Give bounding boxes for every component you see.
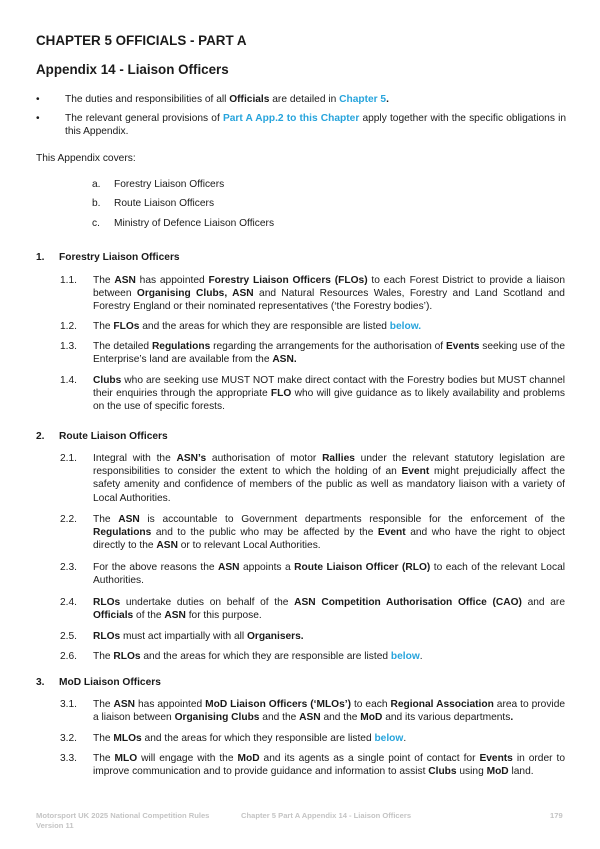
paragraph-text (93, 340, 565, 366)
text-run: Events (445, 341, 480, 352)
text-run: has appointed (135, 275, 209, 286)
text-run: and the areas for which they responsible are listed (141, 733, 375, 744)
text-run: and to the public who may be affected by the (151, 527, 378, 539)
text-run: ASN (156, 540, 178, 552)
paragraph-number: 1.1. (60, 275, 77, 286)
text-run: ASN (164, 610, 186, 622)
paragraph-text (93, 452, 565, 505)
text-run: Integral with the (93, 453, 177, 464)
text-run: in order to improve communication and to provide guidance and information to assist (93, 753, 565, 778)
below-link[interactable]: below. (389, 321, 422, 332)
list-text: Ministry of Defence Liaison Officers (114, 218, 275, 229)
paragraph-text (93, 274, 565, 314)
part-a-app2-link[interactable]: Part A App.2 to this Chapter (222, 113, 360, 124)
text-run: MoD Liaison Officers (‘MLOs’) (205, 699, 351, 710)
text-run: ASN Competition Authorisation Office (CAO) (294, 597, 522, 608)
text-run: . (419, 651, 423, 662)
footer-rules-title (36, 811, 209, 831)
text-run: undertake duties on behalf of the (120, 597, 295, 608)
text-run: ASN (299, 712, 321, 724)
paragraph-text (93, 561, 565, 587)
text-run: The relevant general provisions of (65, 113, 223, 124)
paragraph-number: 2.2. (60, 514, 77, 525)
list-text: Route Liaison Officers (114, 198, 215, 209)
text-run: and its agents as a single point of contact for (259, 753, 480, 764)
text-run: to each (351, 699, 391, 710)
text-run: and are (521, 597, 565, 608)
text-run: Clubs (93, 375, 122, 386)
paragraph-text (93, 732, 565, 745)
text-run: has appointed (135, 699, 206, 710)
paragraph-text (93, 596, 565, 622)
bullet-marker: • (36, 113, 40, 124)
section-number: 3. (36, 677, 45, 688)
text-run: Rallies (322, 453, 355, 464)
text-run: Organising Clubs, ASN (136, 288, 254, 300)
text-run: to each of the relevant Local Authorities. (93, 562, 565, 587)
text-run: ASN. (272, 354, 297, 366)
text-run: must act impartially with all (120, 631, 247, 642)
text-run: are detailed in (269, 94, 340, 105)
text-run: . (386, 94, 389, 105)
text-run: and the (320, 712, 361, 724)
text-run: ASN (118, 514, 140, 525)
paragraph-text (93, 513, 565, 553)
text-run: MoD (486, 766, 509, 778)
text-run: Organisers. (246, 631, 304, 642)
text-run: who will give guidance as to likely availability and problems on the use of specific forests. (93, 388, 565, 413)
text-run: will engage with the (137, 753, 238, 764)
text-run: The detailed (93, 341, 152, 352)
text-run: is accountable to Government departments responsible for the enforcement of the (139, 514, 565, 525)
text-run: Officials (229, 94, 270, 105)
text-run: Event (401, 466, 430, 478)
text-run: using (456, 766, 487, 778)
paragraph-number: 2.3. (60, 562, 77, 573)
section-title: Forestry Liaison Officers (59, 252, 180, 263)
footer-version: Version 11 (36, 821, 74, 830)
text-run: seeking use of the Enterprise’s land are available from the (93, 341, 565, 366)
section-number: 2. (36, 431, 45, 442)
paragraph-text (93, 374, 565, 414)
text-run: land. (508, 766, 534, 778)
text-run: Clubs (428, 766, 457, 778)
text-run: The (93, 321, 114, 332)
footer-page-number: 179 (550, 811, 563, 820)
paragraph-number: 2.1. (60, 453, 77, 464)
text-run: who are seeking use MUST NOT make direct contact with the Forestry bodies but MUST channel their enquiries through the appropriate (93, 375, 565, 400)
section-title: MoD Liaison Officers (59, 677, 161, 688)
text-run: . (403, 733, 407, 744)
paragraph-text (93, 650, 565, 663)
text-run: ASN (114, 275, 136, 286)
bullet-text (65, 93, 566, 106)
text-run: or to relevant Local Authorities. (177, 540, 321, 552)
text-run: and its various departments (382, 712, 511, 724)
text-run: and the areas for which they are responsible are listed (140, 651, 391, 662)
paragraph-text (93, 752, 565, 778)
appendix-heading: Appendix 14 - Liaison Officers (36, 62, 229, 77)
list-letter: c. (92, 218, 100, 229)
text-run: authorisation of motor (206, 453, 323, 464)
text-run: appoints a (239, 562, 295, 573)
text-run: The (93, 514, 119, 525)
paragraph-text (93, 698, 565, 724)
text-run: MoD (360, 712, 383, 724)
text-run: RLOs (93, 631, 121, 642)
text-run: The duties and responsibilities of all (65, 94, 230, 105)
paragraph-number: 1.4. (60, 375, 77, 386)
text-run: regarding the arrangements for the authorisation of (210, 341, 446, 352)
text-run: FLOs (113, 321, 140, 332)
footer-rules-name: Motorsport UK 2025 National Competition Rules (36, 811, 210, 820)
text-run: ASN (218, 562, 240, 573)
list-letter: a. (92, 179, 101, 190)
section-number: 1. (36, 252, 45, 263)
text-run: area to provide a liaison between (93, 699, 566, 724)
paragraph-number: 3.1. (60, 699, 77, 710)
text-run: MLO (114, 753, 138, 764)
bullet-marker: • (36, 94, 40, 105)
text-run: For the above reasons the (93, 562, 219, 573)
paragraph-text (93, 320, 565, 333)
chapter-heading: CHAPTER 5 OFFICIALS - PART A (36, 33, 247, 48)
section-title: Route Liaison Officers (59, 431, 168, 442)
text-run: and the (259, 712, 300, 724)
paragraph-text (93, 630, 565, 643)
text-run: under the relevant statutory legislation are responsibilities to consider the extent to which the holding of an (93, 453, 566, 478)
text-run: RLOs (113, 651, 141, 662)
text-run: Regulations (151, 341, 211, 352)
paragraph-number: 2.5. (60, 631, 77, 642)
text-run: The (93, 753, 115, 764)
text-run: Route Liaison Officer (RLO) (294, 562, 431, 573)
paragraph-number: 2.6. (60, 651, 77, 662)
text-run: . (510, 712, 514, 724)
paragraph-number: 2.4. (60, 597, 77, 608)
text-run: to each Forest District to provide a liaison between (93, 275, 566, 300)
text-run: apply together with the specific obligations in this Appendix. (65, 113, 567, 138)
text-run: ASN (113, 699, 136, 710)
text-run: The (93, 699, 114, 710)
bullet-text (65, 112, 566, 138)
paragraph-number: 3.2. (60, 733, 77, 744)
text-run: Forestry Liaison Officers (FLOs) (208, 275, 368, 286)
text-run: Regional Association (390, 699, 494, 710)
text-run: The (93, 651, 114, 662)
below-link[interactable]: below (390, 651, 420, 662)
text-run: and who have the right to object directly to the (93, 527, 565, 552)
text-run: Officials (93, 610, 134, 622)
text-run: Events (479, 753, 513, 764)
list-text: Forestry Liaison Officers (114, 179, 225, 190)
text-run: and the areas for which they are responsible are listed (139, 321, 390, 332)
text-run: ASN’s (176, 453, 207, 464)
text-run: The (93, 733, 114, 744)
text-run: for this purpose. (185, 610, 262, 622)
text-run: The (93, 275, 115, 286)
text-run: and Natural Resources Wales, Forestry and Land Scotland and Forestry England or their nominated representatives (‘the Forestry bodies’). (93, 288, 565, 313)
paragraph-number: 3.3. (60, 753, 77, 764)
covers-intro: This Appendix covers: (36, 153, 136, 164)
below-link[interactable]: below (374, 733, 404, 744)
text-run: might prejudicially affect the safety amenity and confidence of members of the public as well as mandatory liaison with a variety of Local Authorities. (93, 466, 565, 504)
text-run: Organising Clubs (174, 712, 260, 724)
text-run: MoD (237, 753, 260, 764)
text-run: Regulations (93, 527, 152, 539)
list-letter: b. (92, 198, 101, 209)
chapter-5-link[interactable]: Chapter 5 (339, 94, 387, 105)
text-run: FLO (270, 388, 292, 400)
text-run: of the (133, 610, 165, 622)
text-run: MLOs (113, 733, 142, 744)
text-run: Event (377, 527, 406, 539)
paragraph-number: 1.3. (60, 341, 77, 352)
text-run: RLOs (93, 597, 121, 608)
paragraph-number: 1.2. (60, 321, 77, 332)
footer-chapter-title: Chapter 5 Part A Appendix 14 - Liaison Officers (241, 811, 412, 820)
